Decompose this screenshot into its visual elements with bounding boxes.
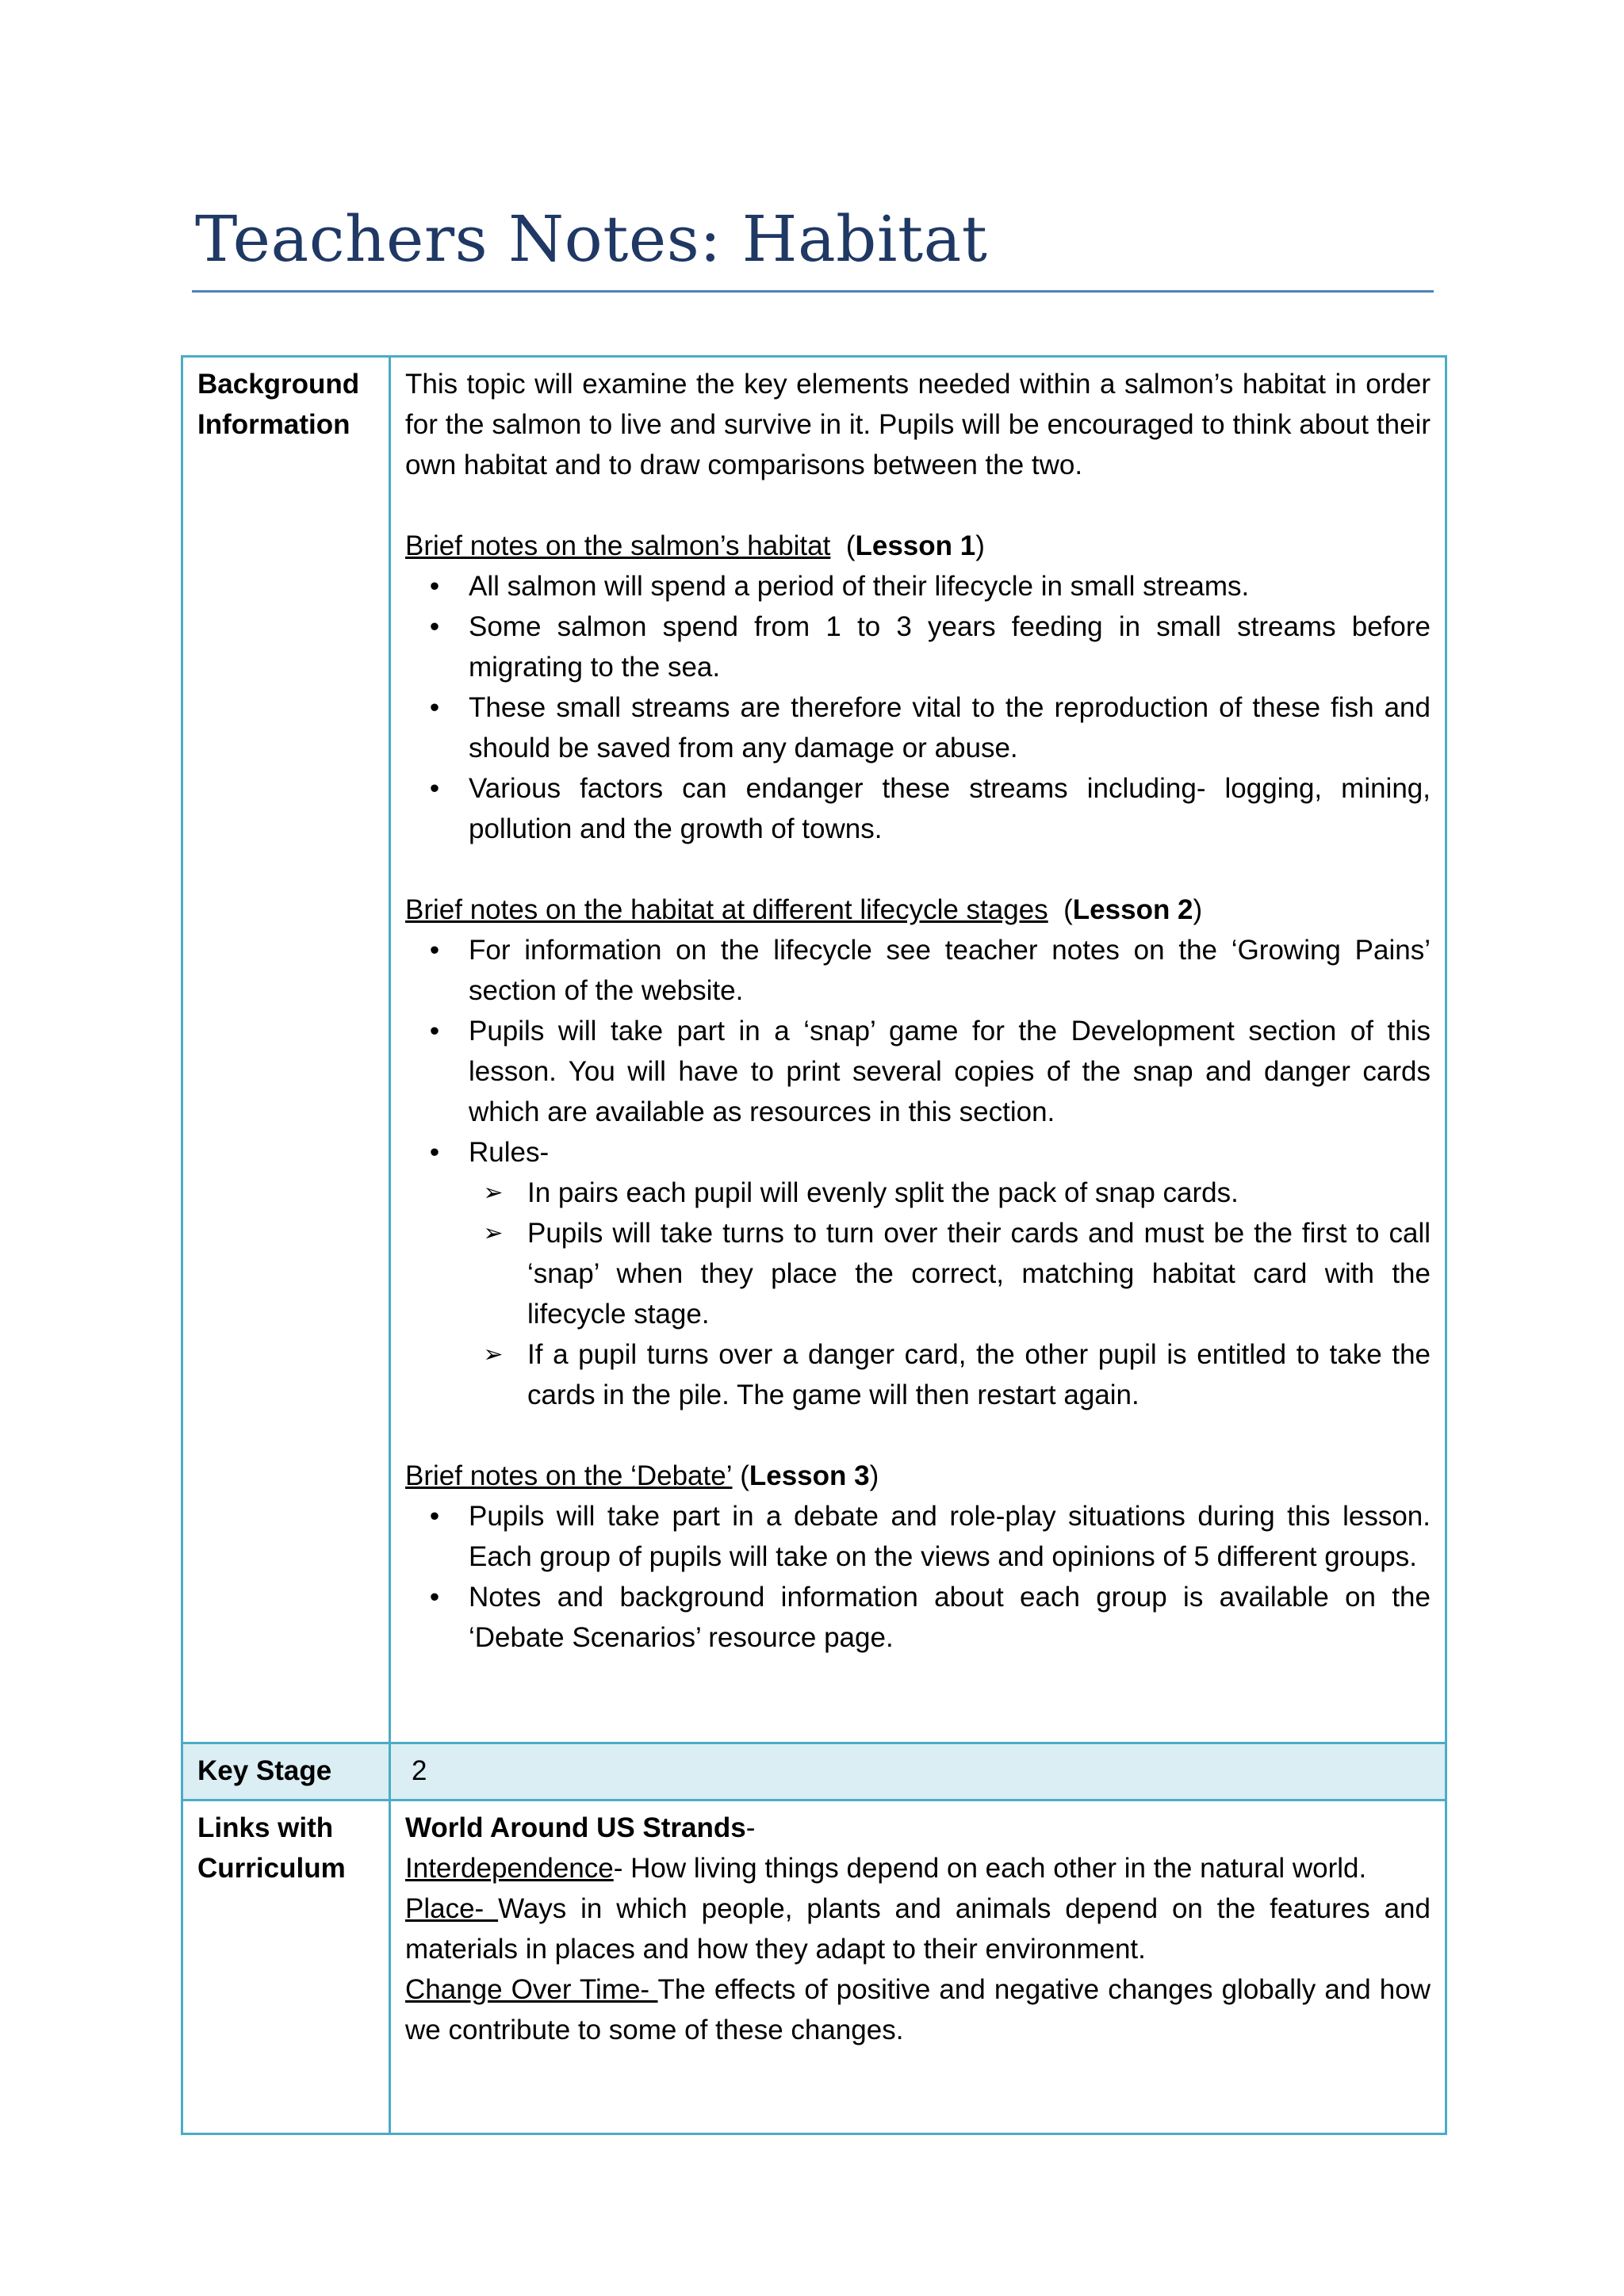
list-item: • Notes and background information about each group is available on the ‘Debate Scenarios’ resource page. [469,1577,1431,1658]
rule-item: ➢ Pupils will take turns to turn over their cards and must be the first to call ‘snap’ when they place the correct, matching habitat card with the lifecycle stage. [527,1213,1431,1334]
key-stage-value-cell [390,1743,1446,1800]
arrow-bullet-icon: ➢ [483,1220,504,1246]
list-item: • Pupils will take part in a debate and role-play situations during this lesson. Each group of pupils will take on the views and opinions of 5 different groups. [469,1496,1431,1577]
curriculum-label-line2: Curriculum [197,1853,346,1884]
strand-term: Change Over Time- [405,1974,658,2005]
background-intro: This topic will examine the key elements needed within a salmon’s habitat in order for the salmon to live and survive in it. Pupils will be encouraged to think about their own habitat and to draw comparisons between the two. [405,369,1431,480]
section-heading-text: Brief notes on the habitat at different lifecycle stages [405,894,1048,925]
list-item: • Rules- ➢ In pairs each pupil will evenly split the pack of snap cards. ➢ Pupils will take turns to turn over their cards and must be the first to call ‘snap’ when they place the correct, matching habitat card with the lifecycle stage. ➢ If a pupil turns over a danger card, the other pupil is entitled to take the cards in the pile. The game will then restart again. [469,1132,1431,1415]
curriculum-label-line1: Links with [197,1812,334,1843]
bullet-icon: • [429,935,440,966]
section-heading-lesson-1: Brief notes on the salmon’s habitat (Lesson 1) [405,530,985,561]
curriculum-content-cell [390,1800,1446,2134]
strand-place: Place- Ways in which people, plants and animals depend on the features and materials in places and how they adapt to their environment. [405,1893,1431,1965]
background-row [182,357,1446,1743]
arrow-bullet-icon: ➢ [483,1341,504,1368]
key-stage-row [182,1743,1446,1800]
list-item: • For information on the lifecycle see teacher notes on the ‘Growing Pains’ section of the website. [469,930,1431,1011]
page-title: Teachers Notes: Habitat [195,202,988,276]
background-label-line2: Information [197,409,350,440]
bullet-icon: • [429,1501,440,1532]
bullet-icon: • [429,773,440,804]
section-heading-lesson-3: Brief notes on the ‘Debate’ (Lesson 3) [405,1460,879,1491]
lesson-2-bullets [405,930,1431,1415]
lesson-label: Lesson 2 [1072,894,1193,925]
strands-title: World Around US Strands- [405,1812,756,1843]
list-item: • Various factors can endanger these streams including- logging, mining, pollution and the growth of towns. [469,768,1431,849]
section-heading-lesson-2: Brief notes on the habitat at different lifecycle stages (Lesson 2) [405,894,1203,925]
lesson-label: Lesson 3 [749,1460,870,1491]
strand-interdependence: Interdependence- How living things depend on each other in the natural world. [405,1853,1367,1884]
background-label-line1: Background [197,369,360,400]
list-item: • All salmon will spend a period of their lifecycle in small streams. [469,566,1431,607]
strand-term: Interdependence [405,1853,614,1884]
bullet-icon: • [429,1137,440,1168]
bullet-icon: • [429,692,440,723]
background-label-cell [182,357,390,1743]
section-heading-text: Brief notes on the ‘Debate’ [405,1460,733,1491]
key-stage-label-cell [182,1743,390,1800]
list-item: • These small streams are therefore vital to the reproduction of these fish and should be saved from any damage or abuse. [469,687,1431,768]
key-stage-value: 2 [412,1755,427,1786]
strand-change-over-time: Change Over Time- The effects of positive and negative changes globally and how we contribute to some of these changes. [405,1974,1431,2045]
section-heading-text: Brief notes on the salmon’s habitat [405,530,831,561]
strand-term: Place- [405,1893,499,1924]
lesson-label: Lesson 1 [855,530,976,561]
arrow-bullet-icon: ➢ [483,1180,504,1206]
curriculum-links-row [182,1800,1446,2134]
bullet-icon: • [429,1582,440,1613]
bullet-icon: • [429,1016,440,1047]
background-content-cell [390,357,1446,1743]
list-item: • Some salmon spend from 1 to 3 years feeding in small streams before migrating to the sea. [469,607,1431,687]
notes-table [181,355,1447,2135]
list-item: • Pupils will take part in a ‘snap’ game for the Development section of this lesson. You will have to print several copies of the snap and danger cards which are available as resources in this section. [469,1011,1431,1132]
rules-list [469,1173,1431,1415]
bullet-icon: • [429,611,440,642]
title-underline [192,290,1434,293]
bullet-icon: • [429,571,440,602]
key-stage-label: Key Stage [197,1755,332,1786]
curriculum-label-cell [182,1800,390,2134]
rule-item: ➢ If a pupil turns over a danger card, the other pupil is entitled to take the cards in the pile. The game will then restart again. [527,1334,1431,1415]
lesson-3-bullets [405,1496,1431,1658]
rule-item: ➢ In pairs each pupil will evenly split the pack of snap cards. [527,1173,1431,1213]
lesson-1-bullets [405,566,1431,849]
